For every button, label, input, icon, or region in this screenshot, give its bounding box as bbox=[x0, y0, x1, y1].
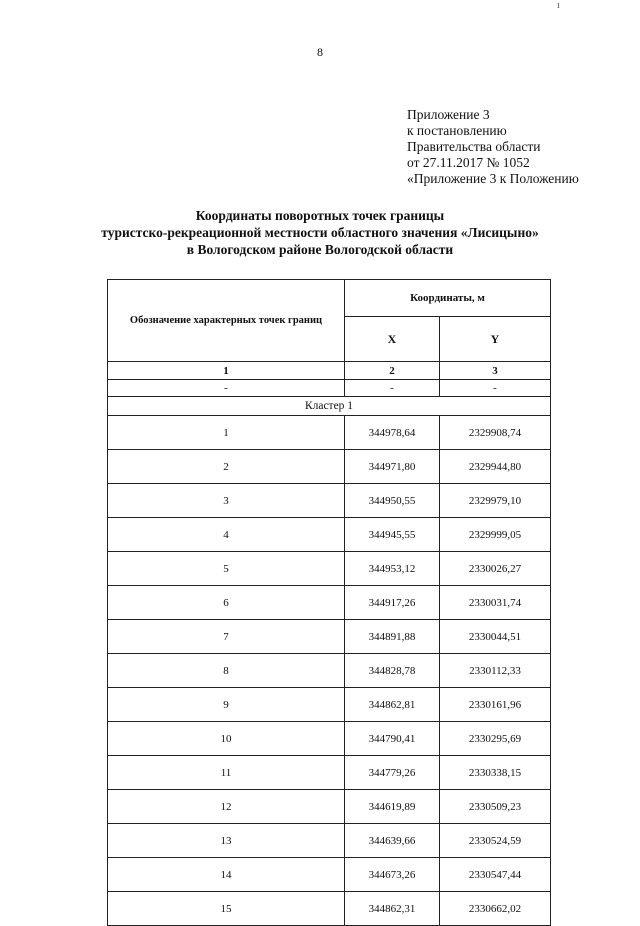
x-cell: 344891,88 bbox=[345, 620, 440, 654]
y-cell: 2330662,02 bbox=[440, 892, 551, 926]
x-cell: 344862,81 bbox=[345, 688, 440, 722]
page-number: 8 bbox=[317, 45, 323, 59]
point-cell: 3 bbox=[108, 484, 345, 518]
dash-row bbox=[108, 380, 551, 397]
header-point-designation: Обозначение характерных точек границ bbox=[108, 280, 345, 362]
y-cell: 2330509,23 bbox=[440, 790, 551, 824]
table-row bbox=[108, 552, 551, 586]
point-cell: 8 bbox=[108, 654, 345, 688]
x-cell: 344978,64 bbox=[345, 416, 440, 450]
appendix-line: от 27.11.2017 № 1052 bbox=[407, 155, 530, 170]
point-cell: 13 bbox=[108, 824, 345, 858]
x-cell: 344639,66 bbox=[345, 824, 440, 858]
x-cell: 344619,89 bbox=[345, 790, 440, 824]
table-row bbox=[108, 722, 551, 756]
x-cell: 344673,26 bbox=[345, 858, 440, 892]
column-number: 2 bbox=[345, 362, 440, 380]
appendix-block bbox=[407, 107, 579, 187]
table-row bbox=[108, 892, 551, 926]
title-line: туристско-рекреационной местности областного значения «Лисицыно» bbox=[101, 225, 539, 240]
table-row bbox=[108, 824, 551, 858]
y-cell: 2329908,74 bbox=[440, 416, 551, 450]
appendix-line: Приложение 3 bbox=[407, 107, 490, 122]
table-row bbox=[108, 586, 551, 620]
x-cell: 344790,41 bbox=[345, 722, 440, 756]
point-cell: 15 bbox=[108, 892, 345, 926]
point-cell: 1 bbox=[108, 416, 345, 450]
table-row bbox=[108, 416, 551, 450]
appendix-line: «Приложение 3 к Положению bbox=[407, 171, 579, 186]
header-coordinates: Координаты, м bbox=[345, 280, 551, 317]
y-cell: 2330547,44 bbox=[440, 858, 551, 892]
cluster-row bbox=[108, 397, 551, 416]
appendix-line: к постановлению bbox=[407, 123, 507, 138]
y-cell: 2330112,33 bbox=[440, 654, 551, 688]
point-cell: 9 bbox=[108, 688, 345, 722]
y-cell: 2330026,27 bbox=[440, 552, 551, 586]
point-cell: 10 bbox=[108, 722, 345, 756]
x-cell: 344917,26 bbox=[345, 586, 440, 620]
point-cell: 12 bbox=[108, 790, 345, 824]
x-cell: 344862,31 bbox=[345, 892, 440, 926]
point-cell: 2 bbox=[108, 450, 345, 484]
y-cell: 2330031,74 bbox=[440, 586, 551, 620]
dash-cell: - bbox=[440, 380, 551, 397]
x-cell: 344950,55 bbox=[345, 484, 440, 518]
point-cell: 11 bbox=[108, 756, 345, 790]
column-number: 3 bbox=[440, 362, 551, 380]
table-row bbox=[108, 858, 551, 892]
column-number-row bbox=[108, 362, 551, 380]
dash-cell: - bbox=[345, 380, 440, 397]
coordinates-table bbox=[107, 279, 551, 926]
point-cell: 5 bbox=[108, 552, 345, 586]
x-cell: 344779,26 bbox=[345, 756, 440, 790]
y-cell: 2330524,59 bbox=[440, 824, 551, 858]
corner-mark: ı bbox=[557, 0, 560, 11]
appendix-line: Правительства области bbox=[407, 139, 541, 154]
y-cell: 2330295,69 bbox=[440, 722, 551, 756]
dash-cell: - bbox=[108, 380, 345, 397]
title-line: Координаты поворотных точек границы bbox=[195, 208, 445, 223]
table-row bbox=[108, 620, 551, 654]
document-title bbox=[0, 207, 640, 258]
table-row bbox=[108, 450, 551, 484]
y-cell: 2330338,15 bbox=[440, 756, 551, 790]
table-row bbox=[108, 790, 551, 824]
title-line: в Вологодском районе Вологодской области bbox=[186, 242, 454, 257]
table-row bbox=[108, 756, 551, 790]
y-cell: 2329979,10 bbox=[440, 484, 551, 518]
x-cell: 344828,78 bbox=[345, 654, 440, 688]
header-x: X bbox=[345, 317, 440, 362]
y-cell: 2330044,51 bbox=[440, 620, 551, 654]
x-cell: 344953,12 bbox=[345, 552, 440, 586]
y-cell: 2330161,96 bbox=[440, 688, 551, 722]
point-cell: 7 bbox=[108, 620, 345, 654]
point-cell: 6 bbox=[108, 586, 345, 620]
column-number: 1 bbox=[108, 362, 345, 380]
cluster-label: Кластер 1 bbox=[108, 397, 551, 416]
table-row bbox=[108, 484, 551, 518]
y-cell: 2329999,05 bbox=[440, 518, 551, 552]
y-cell: 2329944,80 bbox=[440, 450, 551, 484]
table-row bbox=[108, 688, 551, 722]
point-cell: 14 bbox=[108, 858, 345, 892]
header-y: Y bbox=[440, 317, 551, 362]
x-cell: 344971,80 bbox=[345, 450, 440, 484]
x-cell: 344945,55 bbox=[345, 518, 440, 552]
table-row bbox=[108, 518, 551, 552]
point-cell: 4 bbox=[108, 518, 345, 552]
table-row bbox=[108, 654, 551, 688]
